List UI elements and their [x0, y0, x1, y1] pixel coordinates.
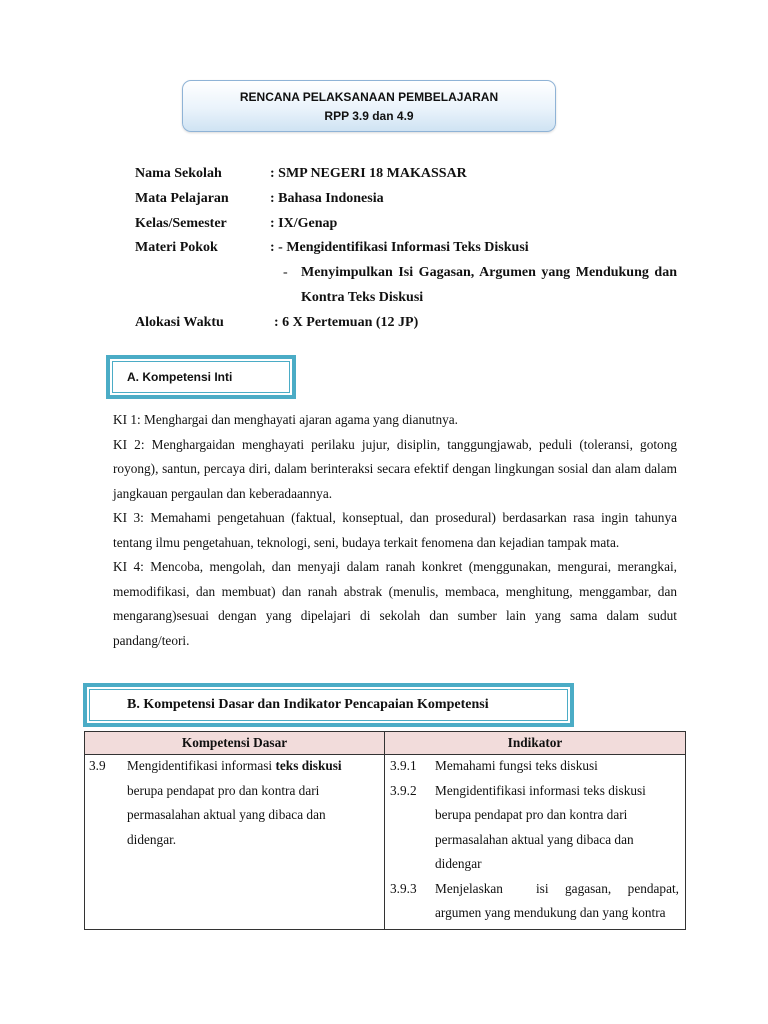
topic-label: Materi Pokok	[135, 240, 218, 255]
subject-value: : Bahasa Indonesia	[270, 191, 384, 206]
document-title: RENCANA PELAKSANAAN PEMBELAJARAN	[239, 90, 499, 104]
col-header-indikator: Indikator	[385, 732, 686, 755]
time-label: Alokasi Waktu	[135, 315, 224, 330]
ki-1: KI 1: Menghargai dan menghayati ajaran agama yang dianutnya.	[113, 412, 458, 427]
indicator-line: Memahami fungsi teks diskusi	[435, 758, 598, 773]
ki-3: KI 3: Memahami pengetahuan (faktual, konseptual, dan prosedural) berdasarkan rasa ingin tahunya tentang ilmu pengetahuan, teknologi, seni, budaya terkait fenomena dan kejadian tampak mata.	[113, 510, 677, 550]
topic-value-2a: Menyimpulkan Isi Gagasan, Argumen yang Mendukung dan	[301, 265, 677, 280]
kd-line-2: berupa pendapat pro dan kontra dari	[127, 782, 320, 798]
col-header-kompetensi-dasar: Kompetensi Dasar	[85, 732, 385, 755]
indicator-line: Mengidentifikasi informasi teks diskusi	[435, 782, 646, 798]
indicator-line: didengar	[435, 856, 482, 871]
kd-line-1-bold: teks diskusi	[275, 758, 342, 773]
indicator-line: Menjelaskan isi gagasan, pendapat,	[435, 880, 679, 896]
competency-table	[84, 731, 686, 930]
time-value: : 6 X Pertemuan (12 JP)	[274, 315, 419, 330]
section-a-heading: A. Kompetensi Inti	[112, 361, 290, 393]
table-header-row	[85, 732, 686, 755]
topic-value-1: : - Mengidentifikasi Informasi Teks Diskusi	[270, 240, 529, 255]
indicator-cell	[385, 755, 686, 930]
indicator-number: 3.9.1	[390, 758, 417, 773]
kd-line-4: didengar.	[127, 831, 177, 847]
kd-line-1	[127, 754, 342, 779]
ki-4: KI 4: Mencoba, mengolah, dan menyaji dalam ranah konkret (menggunakan, mengurai, merangkai, memodifikasi, dan membuat) dan ranah abstrak (menulis, membaca, menghitung, menggambar, dan mengarang)sesuai dengan yang dipelajari di sekolah dan sumber lain yang sama dalam sudut pandang/teori.	[113, 559, 677, 648]
school-value: : SMP NEGERI 18 MAKASSAR	[270, 166, 467, 181]
indicator-number: 3.9.2	[390, 782, 417, 798]
topic-value-2b: Kontra Teks Diskusi	[301, 290, 424, 305]
kd-line-3: permasalahan aktual yang dibaca dan	[127, 807, 326, 822]
document-subtitle: RPP 3.9 dan 4.9	[324, 109, 414, 123]
kd-cell	[85, 755, 385, 930]
kd-line-1-text: Mengidentifikasi informasi	[127, 758, 276, 773]
indicator-line: berupa pendapat pro dan kontra dari	[435, 807, 628, 822]
ki-2: KI 2: Menghargaidan menghayati perilaku jujur, disiplin, tanggungjawab, peduli (toleransi, gotong royong), santun, percaya diri, dalam berinteraksi secara efektif dengan lingkungan sosial dan alam dalam jangkauan pergaulan dan keberadaannya.	[113, 436, 677, 501]
subject-label: Mata Pelajaran	[135, 191, 229, 206]
kd-number: 3.9	[89, 758, 106, 773]
class-value: : IX/Genap	[270, 216, 338, 231]
section-a-heading-box	[106, 355, 296, 399]
document-title-box	[182, 80, 556, 132]
indicator-line: argumen yang mendukung dan yang kontra	[435, 905, 666, 920]
section-b-heading-box	[83, 683, 574, 727]
topic-dash: -	[283, 265, 288, 280]
section-b-heading: B. Kompetensi Dasar dan Indikator Pencapaian Kompetensi	[89, 689, 568, 721]
table-row	[85, 755, 686, 930]
indicator-line: permasalahan aktual yang dibaca dan	[435, 831, 634, 847]
ki-list	[113, 408, 677, 653]
class-label: Kelas/Semester	[135, 216, 227, 231]
indicator-number: 3.9.3	[390, 880, 417, 896]
school-label: Nama Sekolah	[135, 166, 222, 181]
